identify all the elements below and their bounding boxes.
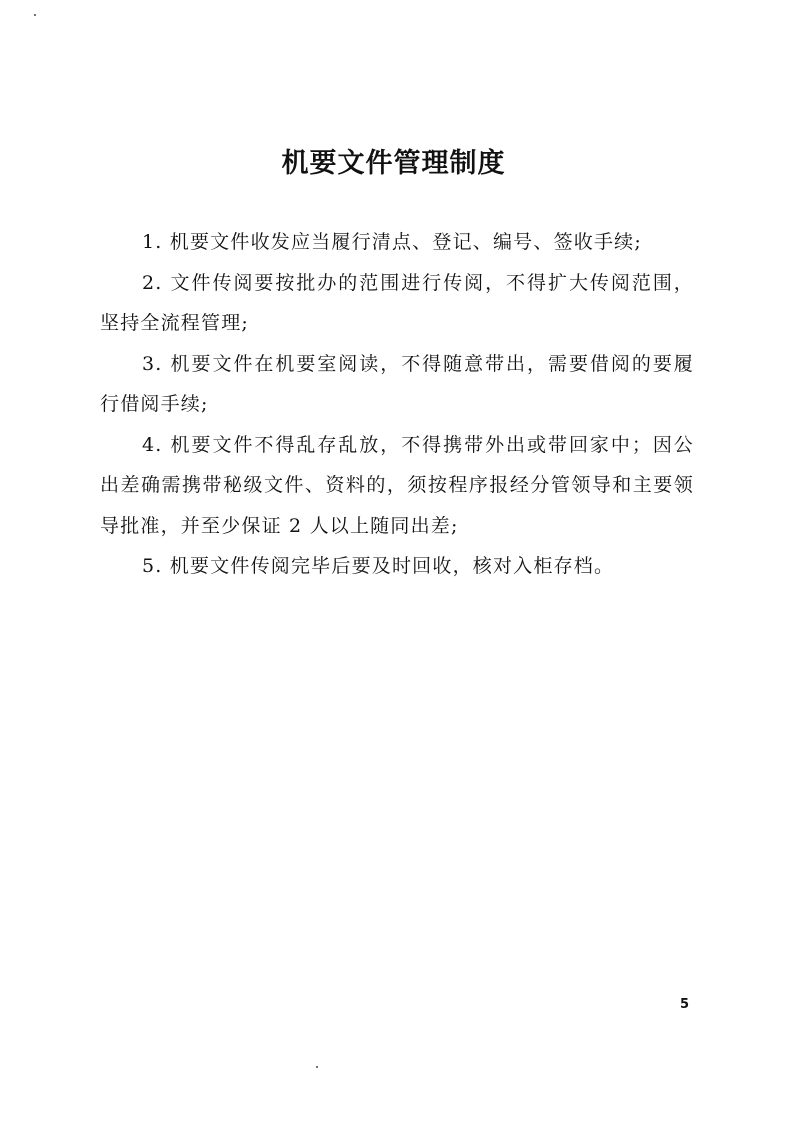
document-body [100, 222, 694, 587]
scan-speck [34, 14, 36, 16]
scan-speck [316, 1066, 318, 1068]
page-number: 5 [680, 997, 690, 1012]
document-title: 机要文件管理制度 [281, 148, 506, 179]
rule-paragraph-4: 4. 机要文件不得乱存乱放，不得携带外出或带回家中；因公出差确需携带秘级文件、资料的，须按程序报经分管领导和主要领导批准，并至少保证 2 人以上随同出差; [100, 433, 694, 537]
rule-paragraph-3: 3. 机要文件在机要室阅读，不得随意带出，需要借阅的要履行借阅手续; [100, 352, 694, 415]
rule-paragraph-2: 2. 文件传阅要按批办的范围进行传阅，不得扩大传阅范围，坚持全流程管理; [100, 271, 694, 334]
rule-paragraph-1: 1. 机要文件收发应当履行清点、登记、编号、签收手续; [142, 231, 642, 253]
rule-paragraph-5: 5. 机要文件传阅完毕后要及时回收，核对入柜存档。 [142, 555, 615, 577]
